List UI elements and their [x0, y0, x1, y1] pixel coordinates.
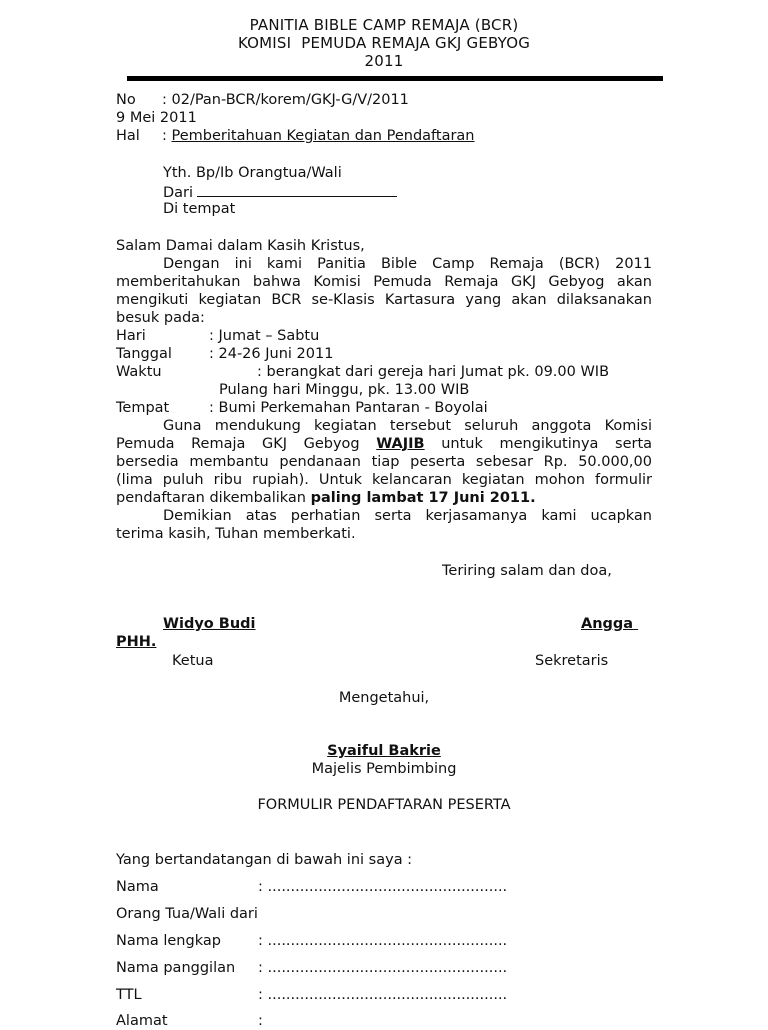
sekretaris-name-first: Angga	[581, 616, 634, 632]
p2-text-c: untuk mengikutinya serta	[441, 436, 653, 452]
waktu-label: Waktu	[116, 364, 162, 380]
sekretaris-name-b: PHH.	[116, 634, 157, 650]
form-title: FORMULIR PENDAFTARAN PESERTA	[257, 797, 511, 813]
tanggal-value: : 24-26 Juni 2011	[209, 346, 334, 362]
nama-lengkap-label: Nama lengkap	[116, 933, 221, 949]
header-divider	[127, 76, 663, 81]
form-intro: Yang bertandatangan di bawah ini saya :	[116, 852, 413, 868]
paragraph-2-line-3: bersedia membantu pendanaan tiap peserta sebesar Rp. 50.000,00	[116, 454, 652, 470]
sekretaris-name-a	[581, 615, 638, 633]
letterhead-line-2: KOMISI PEMUDA REMAJA GKJ GEBYOG	[237, 34, 531, 52]
deadline-emphasis: paling lambat 17 Juni 2011.	[310, 490, 536, 506]
alamat-colon: :	[258, 1013, 263, 1029]
nama-panggilan-dots: : ....................................................	[258, 960, 508, 976]
paragraph-1-line-3: mengikuti kegiatan BCR se-Klasis Kartasura yang akan dilaksanakan	[116, 292, 652, 308]
waktu-value: : berangkat dari gereja hari Jumat pk. 09.00 WIB	[257, 364, 610, 380]
tempat-label: Tempat	[116, 400, 170, 416]
greeting: Salam Damai dalam Kasih Kristus,	[116, 238, 365, 254]
form-row-nama	[116, 878, 507, 896]
dari-blank-line	[197, 182, 397, 197]
nama-label: Nama	[116, 879, 159, 895]
nama-panggilan-label: Nama panggilan	[116, 960, 236, 976]
closing-salam: Teriring salam dan doa,	[442, 563, 612, 579]
paragraph-2-line-1: Guna mendukung kegiatan tersebut seluruh anggota Komisi	[163, 418, 652, 434]
form-row-alamat	[116, 1012, 263, 1030]
tempat-value: : Bumi Perkemahan Pantaran - Boyolai	[209, 400, 488, 416]
wajib-emphasis: WAJIB	[376, 436, 425, 452]
form-row-ttl	[116, 986, 507, 1004]
paragraph-2-line-4: (lima puluh ribu rupiah). Untuk kelancaran kegiatan mohon formulir	[116, 472, 652, 488]
pulang-line: Pulang hari Minggu, pk. 13.00 WIB	[219, 382, 470, 398]
mengetahui: Mengetahui,	[338, 690, 430, 706]
ketua-role: Ketua	[172, 653, 214, 669]
nama-dots: : ....................................................	[258, 879, 508, 895]
hari-row	[116, 327, 319, 345]
letter-date: 9 Mei 2011	[116, 110, 197, 126]
form-row-nama-lengkap	[116, 932, 507, 950]
sekretaris-role: Sekretaris	[535, 653, 609, 669]
di-tempat: Di tempat	[163, 201, 236, 217]
form-row-nama-panggilan	[116, 959, 507, 977]
tanggal-label: Tanggal	[116, 346, 172, 362]
paragraph-2-line-2	[116, 435, 652, 453]
pembimbing-name: Syaiful Bakrie	[327, 743, 441, 759]
tanggal-row	[116, 345, 333, 363]
letterhead-year: 2011	[364, 52, 404, 70]
p2-text-deadline-lead: pendaftaran dikembalikan	[116, 490, 306, 506]
nama-lengkap-dots: : ....................................................	[258, 933, 508, 949]
pembimbing-role: Majelis Pembimbing	[311, 761, 457, 777]
letter-number-row	[116, 91, 409, 109]
ttl-label: TTL	[116, 987, 142, 1003]
paragraph-2-line-5	[116, 489, 536, 507]
paragraph-3-line-2: terima kasih, Tuhan memberkati.	[116, 526, 356, 542]
letterhead	[0, 16, 768, 70]
waktu-row	[116, 363, 609, 381]
recipient-line: Yth. Bp/Ib Orangtua/Wali	[163, 165, 342, 181]
subject-row	[116, 127, 475, 145]
paragraph-3-line-1: Demikian atas perhatian serta kerjasamanya kami ucapkan	[163, 508, 652, 524]
dari-label: Dari	[163, 185, 194, 201]
p2-text-a: Pemuda Remaja GKJ Gebyog	[116, 436, 360, 452]
paragraph-1-line-4: besuk pada:	[116, 310, 205, 326]
letterhead-line-1: PANITIA BIBLE CAMP REMAJA (BCR)	[249, 16, 519, 34]
no-value: : 02/Pan-BCR/korem/GKJ-G/V/2011	[162, 92, 409, 108]
hari-label: Hari	[116, 328, 146, 344]
tempat-row	[116, 399, 488, 417]
no-label: No	[116, 92, 136, 108]
paragraph-1-line-2: memberitahukan bahwa Komisi Pemuda Remaja GKJ Gebyog akan	[116, 274, 652, 290]
subject-text: Pemberitahuan Kegiatan dan Pendaftaran	[171, 128, 475, 144]
ttl-dots: : ....................................................	[258, 987, 508, 1003]
alamat-label: Alamat	[116, 1013, 168, 1029]
hal-label: Hal	[116, 128, 140, 144]
hari-value: : Jumat – Sabtu	[209, 328, 320, 344]
paragraph-1-line-1: Dengan ini kami Panitia Bible Camp Remaja (BCR) 2011	[163, 256, 652, 272]
hal-colon: :	[162, 128, 167, 144]
ketua-name: Widyo Budi	[163, 616, 256, 632]
dari-row	[163, 182, 397, 200]
form-row-wali: Orang Tua/Wali dari	[116, 906, 258, 922]
